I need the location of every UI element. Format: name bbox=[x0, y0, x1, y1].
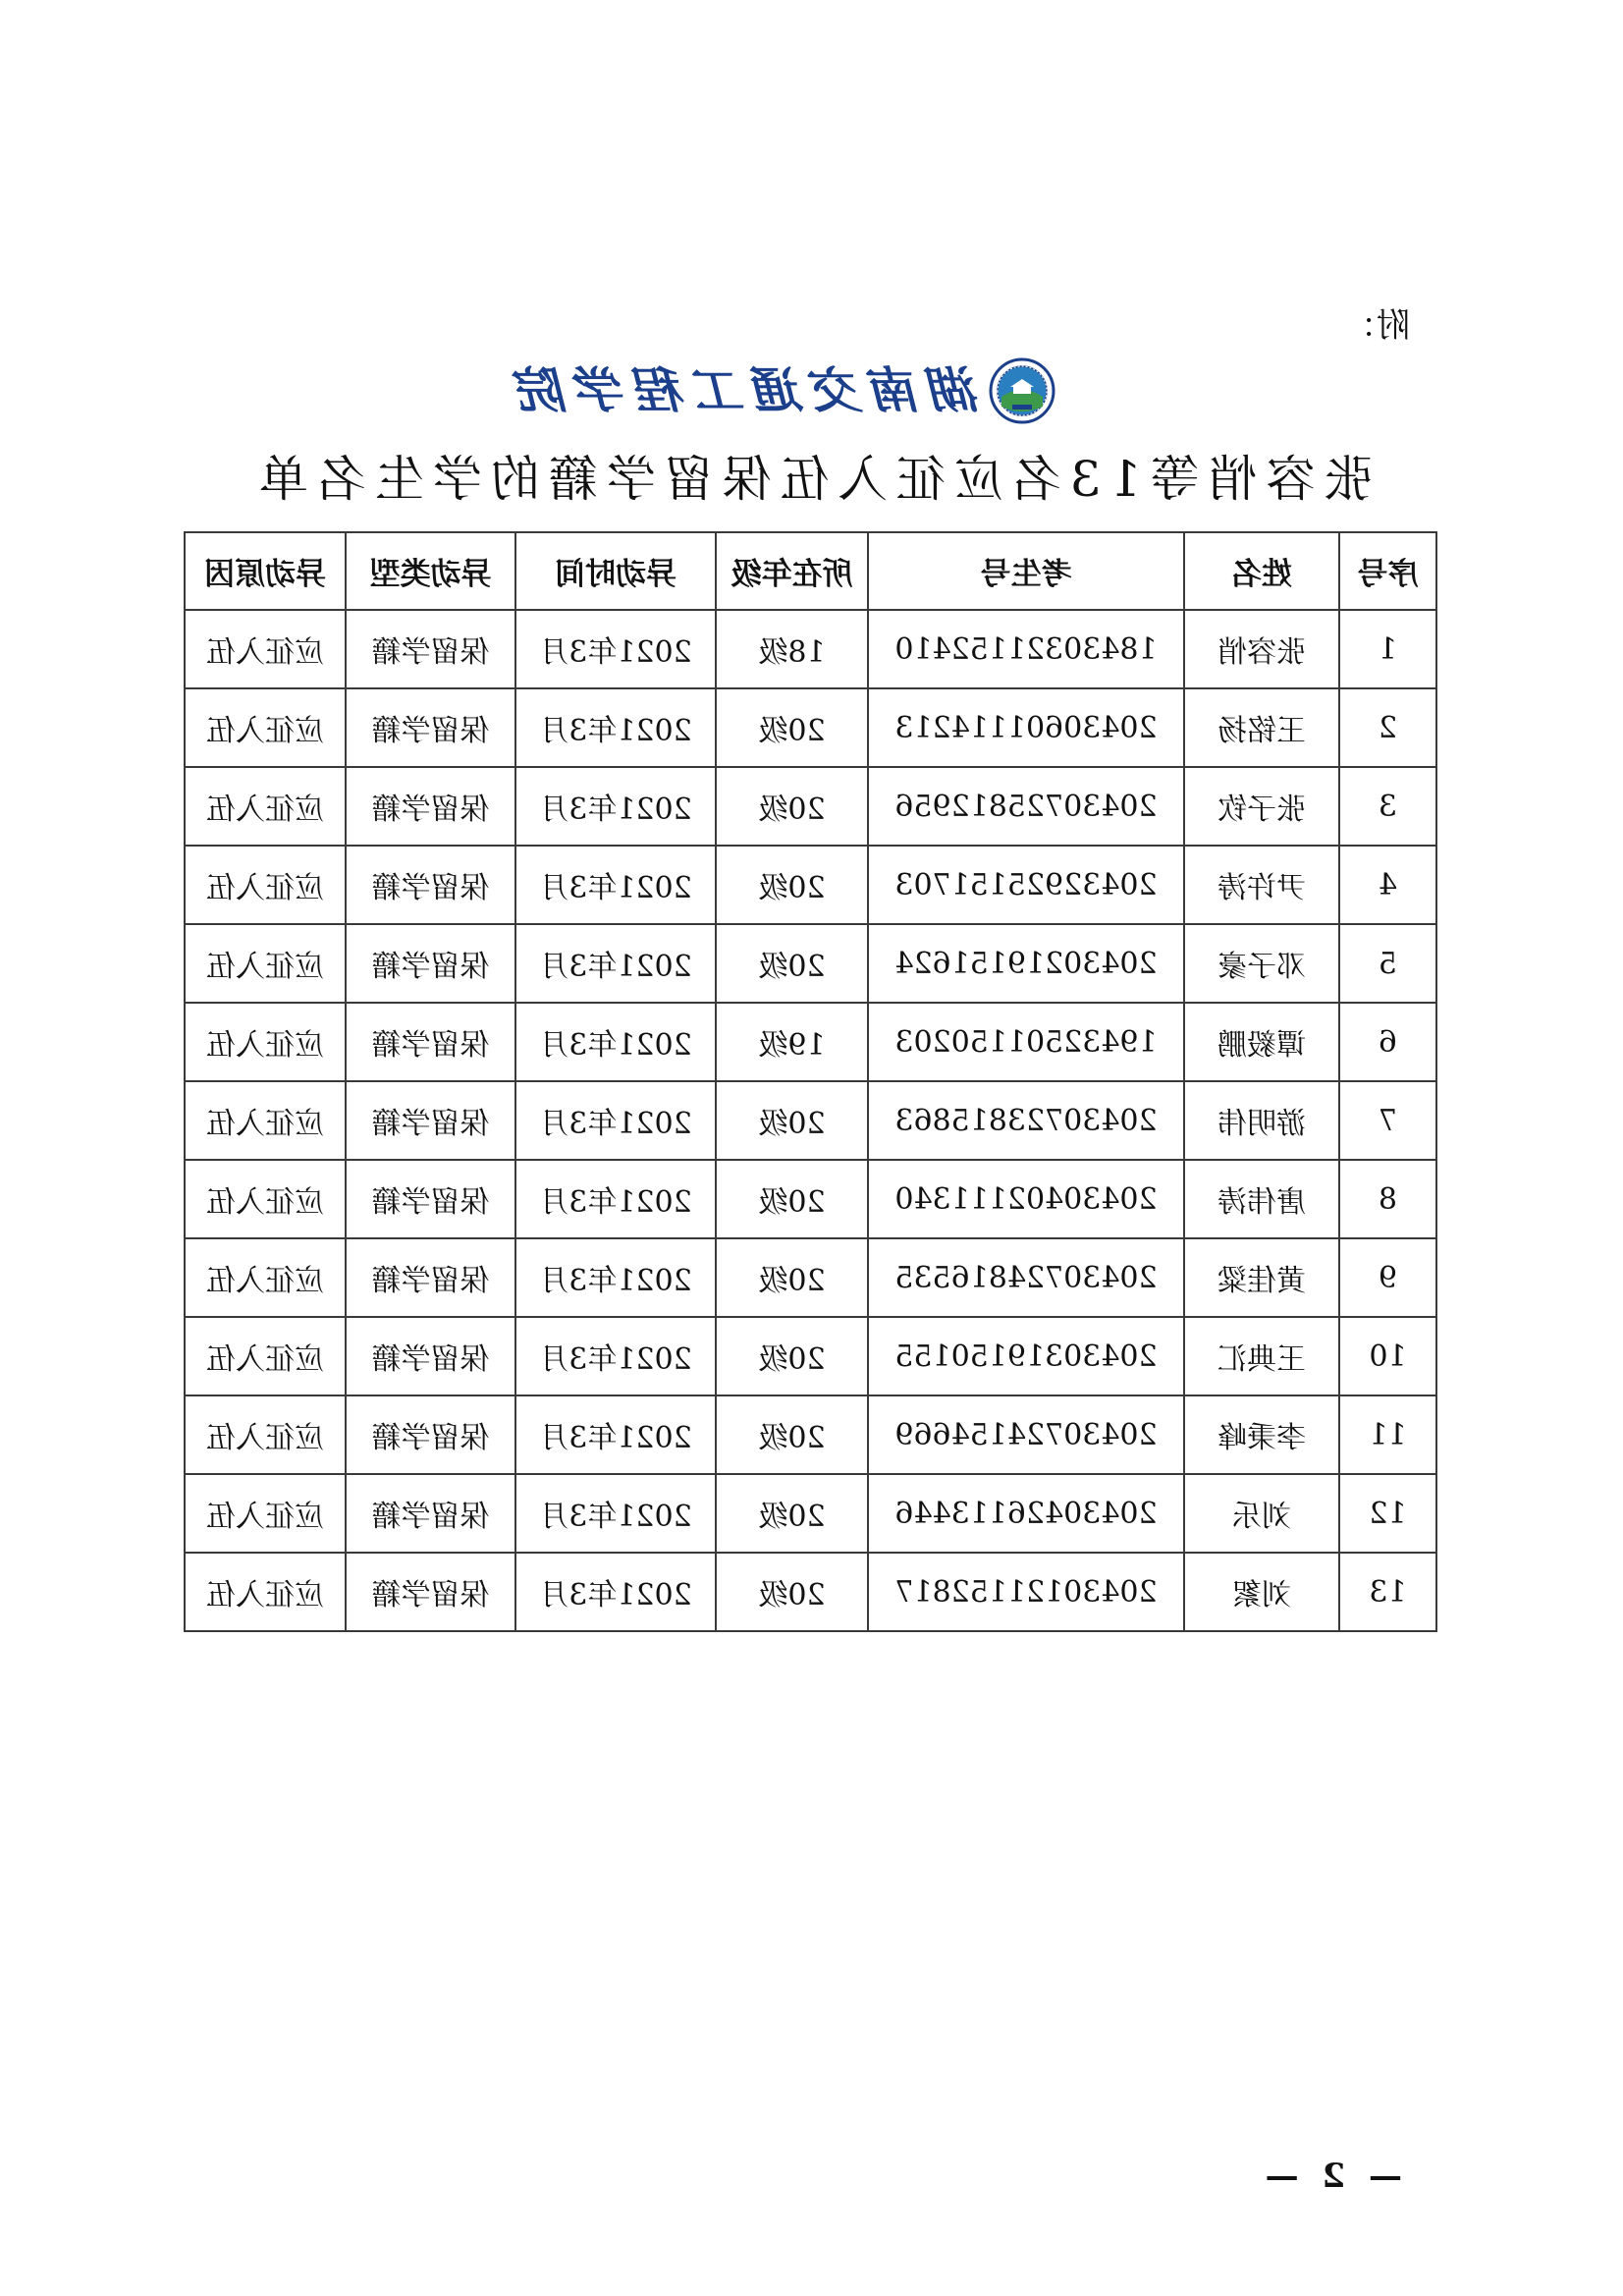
cell-change-type: 保留学籍 bbox=[346, 767, 515, 846]
header-name: 姓名 bbox=[1184, 532, 1339, 610]
cell-name: 邓子豪 bbox=[1184, 924, 1339, 1003]
cell-index: 6 bbox=[1339, 1003, 1436, 1081]
cell-candidate-number: 20430402111340 bbox=[868, 1160, 1184, 1238]
cell-change-type: 保留学籍 bbox=[346, 1238, 515, 1317]
cell-change-reason: 应征入伍 bbox=[185, 610, 346, 688]
cell-change-time: 2021年3月 bbox=[515, 1395, 716, 1474]
table-row bbox=[185, 1395, 1436, 1474]
cell-candidate-number: 20432925151703 bbox=[868, 846, 1184, 924]
cell-change-reason: 应征入伍 bbox=[185, 1003, 346, 1081]
cell-change-type: 保留学籍 bbox=[346, 1160, 515, 1238]
cell-change-type: 保留学籍 bbox=[346, 1081, 515, 1160]
student-roster-table bbox=[184, 531, 1437, 1632]
table-row bbox=[185, 610, 1436, 688]
table-row bbox=[185, 924, 1436, 1003]
cell-grade: 20级 bbox=[716, 924, 868, 1003]
cell-index: 11 bbox=[1339, 1395, 1436, 1474]
table-row bbox=[185, 1553, 1436, 1631]
table-row bbox=[185, 1160, 1436, 1238]
cell-change-time: 2021年3月 bbox=[515, 688, 716, 767]
header-grade: 所在年级 bbox=[716, 532, 868, 610]
cell-candidate-number: 20430601114213 bbox=[868, 688, 1184, 767]
cell-index: 5 bbox=[1339, 924, 1436, 1003]
cell-name: 唐伟涛 bbox=[1184, 1160, 1339, 1238]
cell-grade: 19级 bbox=[716, 1003, 868, 1081]
table-row bbox=[185, 1238, 1436, 1317]
cell-change-reason: 应征入伍 bbox=[185, 1081, 346, 1160]
header-change-reason: 异动原因 bbox=[185, 532, 346, 610]
cell-grade: 20级 bbox=[716, 1395, 868, 1474]
header-index: 序号 bbox=[1339, 532, 1436, 610]
cell-change-type: 保留学籍 bbox=[346, 924, 515, 1003]
cell-index: 10 bbox=[1339, 1317, 1436, 1395]
cell-index: 2 bbox=[1339, 688, 1436, 767]
cell-change-type: 保留学籍 bbox=[346, 1474, 515, 1553]
table-row bbox=[185, 846, 1436, 924]
cell-change-type: 保留学籍 bbox=[346, 1395, 515, 1474]
cell-change-time: 2021年3月 bbox=[515, 767, 716, 846]
cell-change-time: 2021年3月 bbox=[515, 1160, 716, 1238]
cell-change-time: 2021年3月 bbox=[515, 1553, 716, 1631]
attachment-label: 附： bbox=[1343, 306, 1410, 346]
school-name: 湖南交通工程学院 bbox=[510, 361, 981, 419]
cell-index: 1 bbox=[1339, 610, 1436, 688]
cell-index: 4 bbox=[1339, 846, 1436, 924]
cell-grade: 20级 bbox=[716, 1474, 868, 1553]
cell-change-time: 2021年3月 bbox=[515, 1474, 716, 1553]
cell-change-type: 保留学籍 bbox=[346, 688, 515, 767]
cell-index: 8 bbox=[1339, 1160, 1436, 1238]
cell-name: 刘絮 bbox=[1184, 1553, 1339, 1631]
cell-change-reason: 应征入伍 bbox=[185, 1317, 346, 1395]
cell-name: 张容悄 bbox=[1184, 610, 1339, 688]
cell-change-reason: 应征入伍 bbox=[185, 1553, 346, 1631]
cell-name: 刘乐 bbox=[1184, 1474, 1339, 1553]
page-number: — 2 — bbox=[1259, 2157, 1402, 2196]
cell-name: 李秉峰 bbox=[1184, 1395, 1339, 1474]
cell-grade: 20级 bbox=[716, 767, 868, 846]
cell-change-type: 保留学籍 bbox=[346, 1317, 515, 1395]
cell-index: 7 bbox=[1339, 1081, 1436, 1160]
cell-candidate-number: 20430219151624 bbox=[868, 924, 1184, 1003]
cell-change-reason: 应征入伍 bbox=[185, 846, 346, 924]
header-change-type: 异动类型 bbox=[346, 532, 515, 610]
cell-change-time: 2021年3月 bbox=[515, 924, 716, 1003]
cell-index: 3 bbox=[1339, 767, 1436, 846]
table-header-row bbox=[185, 532, 1436, 610]
cell-change-type: 保留学籍 bbox=[346, 610, 515, 688]
cell-name: 王铭扬 bbox=[1184, 688, 1339, 767]
cell-grade: 20级 bbox=[716, 1081, 868, 1160]
cell-name: 游明伟 bbox=[1184, 1081, 1339, 1160]
table-row bbox=[185, 688, 1436, 767]
cell-grade: 18级 bbox=[716, 610, 868, 688]
cell-grade: 20级 bbox=[716, 688, 868, 767]
cell-index: 13 bbox=[1339, 1553, 1436, 1631]
table-row bbox=[185, 1081, 1436, 1160]
cell-change-time: 2021年3月 bbox=[515, 610, 716, 688]
cell-candidate-number: 20430121152817 bbox=[868, 1553, 1184, 1631]
table-row bbox=[185, 767, 1436, 846]
cell-grade: 20级 bbox=[716, 1238, 868, 1317]
cell-candidate-number: 20430723815863 bbox=[868, 1081, 1184, 1160]
cell-candidate-number: 20430725812956 bbox=[868, 767, 1184, 846]
cell-candidate-number: 18430321152410 bbox=[868, 610, 1184, 688]
cell-change-type: 保留学籍 bbox=[346, 1553, 515, 1631]
table-row bbox=[185, 1474, 1436, 1553]
cell-name: 王典汇 bbox=[1184, 1317, 1339, 1395]
cell-name: 尹许涛 bbox=[1184, 846, 1339, 924]
cell-candidate-number: 20430724154669 bbox=[868, 1395, 1184, 1474]
document-title: 张容悄等13名应征入伍保留学籍的学生名单 bbox=[249, 451, 1374, 508]
cell-name: 谭毅鹏 bbox=[1184, 1003, 1339, 1081]
cell-candidate-number: 20430319150155 bbox=[868, 1317, 1184, 1395]
cell-candidate-number: 20430724816535 bbox=[868, 1238, 1184, 1317]
cell-grade: 20级 bbox=[716, 1317, 868, 1395]
cell-change-reason: 应征入伍 bbox=[185, 688, 346, 767]
header-change-time: 异动时间 bbox=[515, 532, 716, 610]
cell-change-time: 2021年3月 bbox=[515, 1081, 716, 1160]
cell-name: 张子钦 bbox=[1184, 767, 1339, 846]
table-row bbox=[185, 1003, 1436, 1081]
cell-change-reason: 应征入伍 bbox=[185, 767, 346, 846]
header-candidate-number: 考生号 bbox=[868, 532, 1184, 610]
cell-candidate-number: 20430426113446 bbox=[868, 1474, 1184, 1553]
cell-change-time: 2021年3月 bbox=[515, 846, 716, 924]
cell-change-type: 保留学籍 bbox=[346, 846, 515, 924]
cell-grade: 20级 bbox=[716, 1160, 868, 1238]
cell-name: 黄佳粱 bbox=[1184, 1238, 1339, 1317]
cell-change-reason: 应征入伍 bbox=[185, 1238, 346, 1317]
cell-change-time: 2021年3月 bbox=[515, 1238, 716, 1317]
school-logo bbox=[510, 356, 1055, 425]
cell-change-reason: 应征入伍 bbox=[185, 1474, 346, 1553]
cell-candidate-number: 19432501150203 bbox=[868, 1003, 1184, 1081]
cell-change-time: 2021年3月 bbox=[515, 1003, 716, 1081]
school-emblem-icon bbox=[989, 357, 1055, 424]
cell-change-reason: 应征入伍 bbox=[185, 924, 346, 1003]
cell-index: 9 bbox=[1339, 1238, 1436, 1317]
table-row bbox=[185, 1317, 1436, 1395]
cell-grade: 20级 bbox=[716, 1553, 868, 1631]
cell-grade: 20级 bbox=[716, 846, 868, 924]
cell-change-time: 2021年3月 bbox=[515, 1317, 716, 1395]
cell-change-reason: 应征入伍 bbox=[185, 1160, 346, 1238]
cell-change-type: 保留学籍 bbox=[346, 1003, 515, 1081]
cell-index: 12 bbox=[1339, 1474, 1436, 1553]
cell-change-reason: 应征入伍 bbox=[185, 1395, 346, 1474]
